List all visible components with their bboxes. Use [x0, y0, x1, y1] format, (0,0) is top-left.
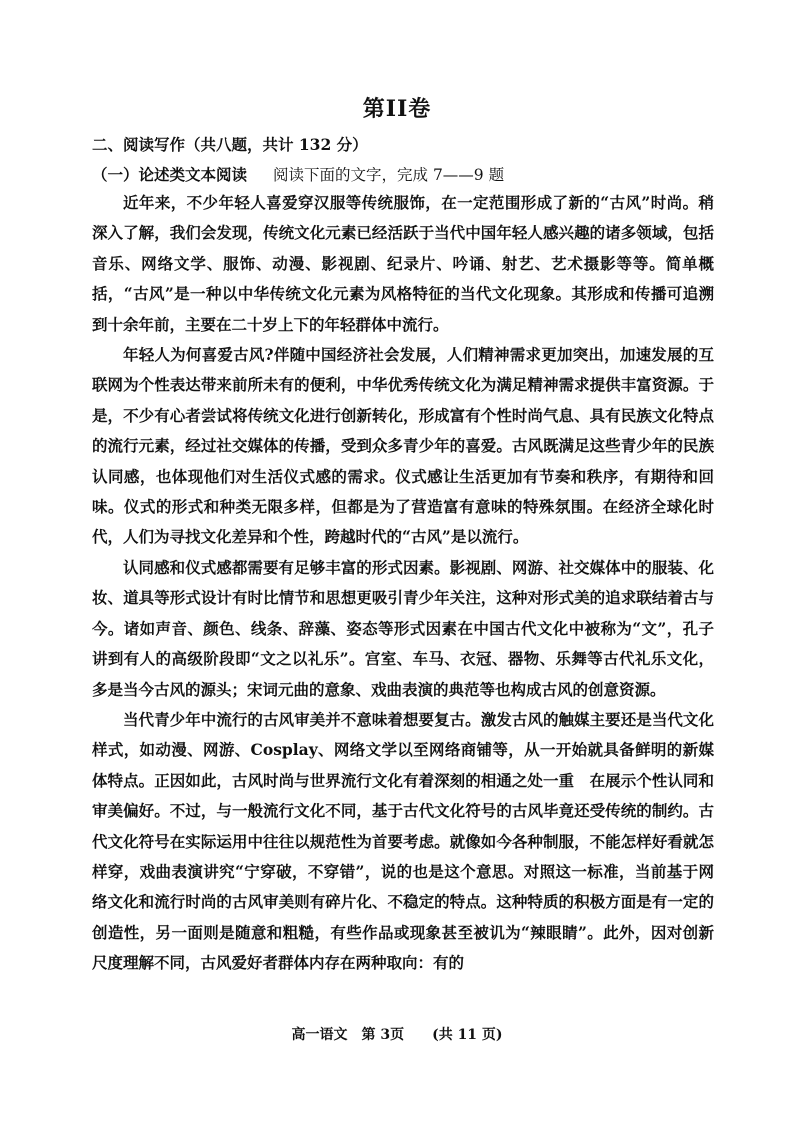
passage-paragraph-4: 当代青少年中流行的古风审美并不意味着想要复古。激发古风的触媒主要还是当代文化样式，如动漫、网游、Cosplay、网络文学以至网络商铺等，从一开始就具备鲜明的新媒体特点。正因如此，古风时尚与世界流行文化有着深刻的相通之处一重 在展示个性认同和审美偏好。不过，与一般流行文化不同，基于古代文化符号的古风毕竟还受传统的制约。古代文化符号在实际运用中往往以规范性为首要考虑。就像如今各种制服，不能怎样好看就怎样穿，戏曲表演讲究“宁穿破，不穿错”，说的也是这个意思。对照这一标准，当前基于网络文化和流行时尚的古风审美则有碎片化、不稳定的特点。这种特质的积极方面是有一定的创造性，另一面则是随意和粗糙，有些作品或现象甚至被讥为“辣眼睛”。此外，因对创新尺度理解不同，古风爱好者群体内存在两种取向：有的 — [92, 709, 714, 973]
subsection-line — [92, 163, 504, 185]
passage-body — [92, 188, 714, 979]
passage-paragraph-3: 认同感和仪式感都需要有足够丰富的形式因素。影视剧、网游、社交媒体中的服装、化妆、道具等形式设计有时比情节和思想更吸引青少年关注，这种对形式美的追求联结着古与今。诸如声音、颜色、线条、辞藻、姿态等形式因素在中国古代文化中被称为“文”，孔子讲到有人的高级阶段即“文之以礼乐”。宫室、车马、衣冠、器物、乐舞等古代礼乐文化，多是当今古风的源头；宋词元曲的意象、戏曲表演的典范等也构成古风的创意资源。 — [92, 557, 714, 699]
page-title: 第II卷 — [362, 96, 432, 122]
subsection-instruction: 阅读下面的文字，完成 7——9 题 — [273, 166, 505, 184]
section-heading: 二、阅读写作（共八题，共计 132 分） — [92, 135, 368, 154]
subsection-title: （一）论述类文本阅读 — [92, 165, 248, 184]
page-footer: 高一语文 第 3页 (共 11 页) — [291, 1027, 503, 1043]
passage-paragraph-2: 年轻人为何喜爱古风?伴随中国经济社会发展，人们精神需求更加突出，加速发展的互联网为个性表达带来前所未有的便利，中华优秀传统文化为满足精神需求提供丰富资源。于是，不少有心者尝试将传统文化进行创新转化，形成富有个性时尚气息、具有民族文化特点的流行元素，经过社交媒体的传播，受到众多青少年的喜爱。古风既满足这些青少年的民族认同感，也体现他们对生活仪式感的需求。仪式感让生活更加有节奏和秩序，有期待和回味。仪式的形式和种类无限多样，但都是为了营造富有意味的特殊氛围。在经济全球化时代，人们为寻找文化差异和个性，跨越时代的“古风”是以流行。 — [92, 345, 714, 547]
passage-paragraph-1: 近年来，不少年轻人喜爱穿汉服等传统服饰，在一定范围形成了新的“古风”时尚。稍深入了解，我们会发现，传统文化元素已经活跃于当代中国年轻人感兴趣的诸多领域，包括音乐、网络文学、服饰、动漫、影视剧、纪录片、吟诵、射艺、艺术摄影等等。简单概括，“古风”是一种以中华传统文化元素为风格特征的当代文化现象。其形成和传播可追溯到十余年前，主要在二十岁上下的年轻群体中流行。 — [92, 193, 714, 334]
